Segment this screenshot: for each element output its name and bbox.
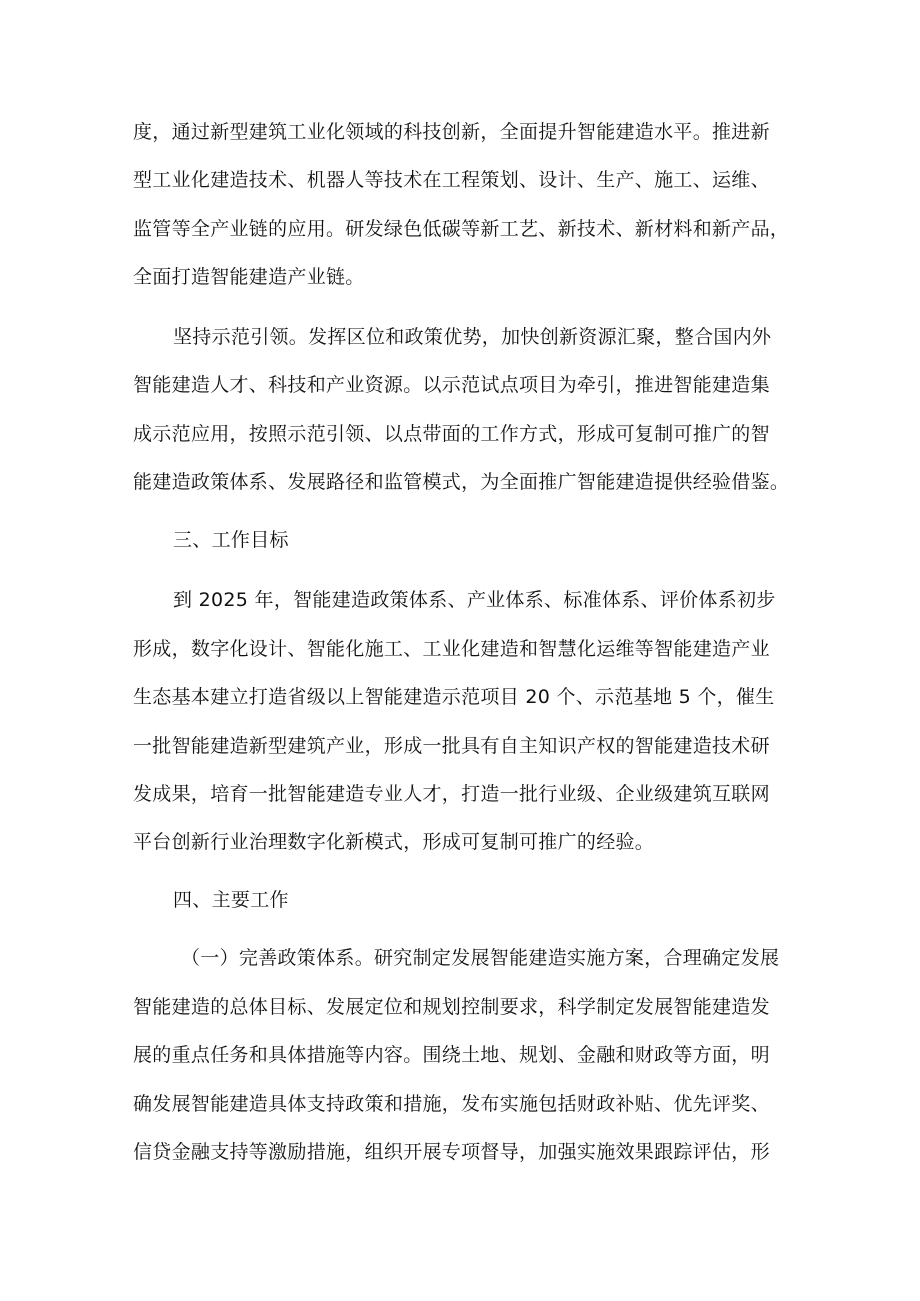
text-line: 确发展智能建造具体支持政策和措施，发布实施包括财政补贴、优先评奖、 bbox=[133, 1093, 770, 1115]
text-line: 发成果，培育一批智能建造专业人才，打造一批行业级、企业级建筑互联网 bbox=[133, 783, 770, 805]
text-line: 型工业化建造技术、机器人等技术在工程策划、设计、生产、施工、运维、 bbox=[133, 169, 770, 191]
text-line: 信贷金融支持等激励措施，组织开展专项督导，加强实施效果跟踪评估，形 bbox=[133, 1141, 770, 1163]
text-line: （一）完善政策体系。研究制定发展智能建造实施方案，合理确定发展 bbox=[181, 947, 780, 969]
text-line: 坚持示范引领。发挥区位和政策优势，加快创新资源汇聚，整合国内外 bbox=[173, 326, 772, 348]
text-line: 成示范应用，按照示范引领、以点带面的工作方式，形成可复制可推广的智 bbox=[133, 423, 770, 445]
text-line: 全面打造智能建造产业链。 bbox=[133, 266, 365, 288]
text-line: 平台创新行业治理数字化新模式，形成可复制可推广的经验。 bbox=[133, 831, 655, 853]
text-line: 智能建造人才、科技和产业资源。以示范试点项目为牵引，推进智能建造集 bbox=[133, 374, 770, 396]
text-line: 生态基本建立打造省级以上智能建造示范项目 20 个、示范基地 5 个，催生 bbox=[133, 686, 775, 708]
text-line: 监管等全产业链的应用。研发绿色低碳等新工艺、新技术、新材料和新产品， bbox=[133, 218, 790, 240]
text-line: 度，通过新型建筑工业化领域的科技创新，全面提升智能建造水平。推进新 bbox=[133, 121, 770, 143]
text-line: 智能建造的总体目标、发展定位和规划控制要求，科学制定发展智能建造发 bbox=[133, 996, 770, 1018]
text-line: 能建造政策体系、发展路径和监管模式，为全面推广智能建造提供经验借鉴。 bbox=[133, 471, 790, 493]
text-line: 到 2025 年，智能建造政策体系、产业体系、标准体系、评价体系初步 bbox=[173, 589, 776, 611]
section-heading: 四、主要工作 bbox=[173, 889, 289, 911]
text-line: 形成，数字化设计、智能化施工、工业化建造和智慧化运维等智能建造产业 bbox=[133, 638, 770, 660]
text-line: 展的重点任务和具体措施等内容。围绕土地、规划、金融和财政等方面，明 bbox=[133, 1044, 770, 1066]
section-heading: 三、工作目标 bbox=[173, 529, 289, 551]
text-line: 一批智能建造新型建筑产业，形成一批具有自主知识产权的智能建造技术研 bbox=[133, 735, 770, 757]
